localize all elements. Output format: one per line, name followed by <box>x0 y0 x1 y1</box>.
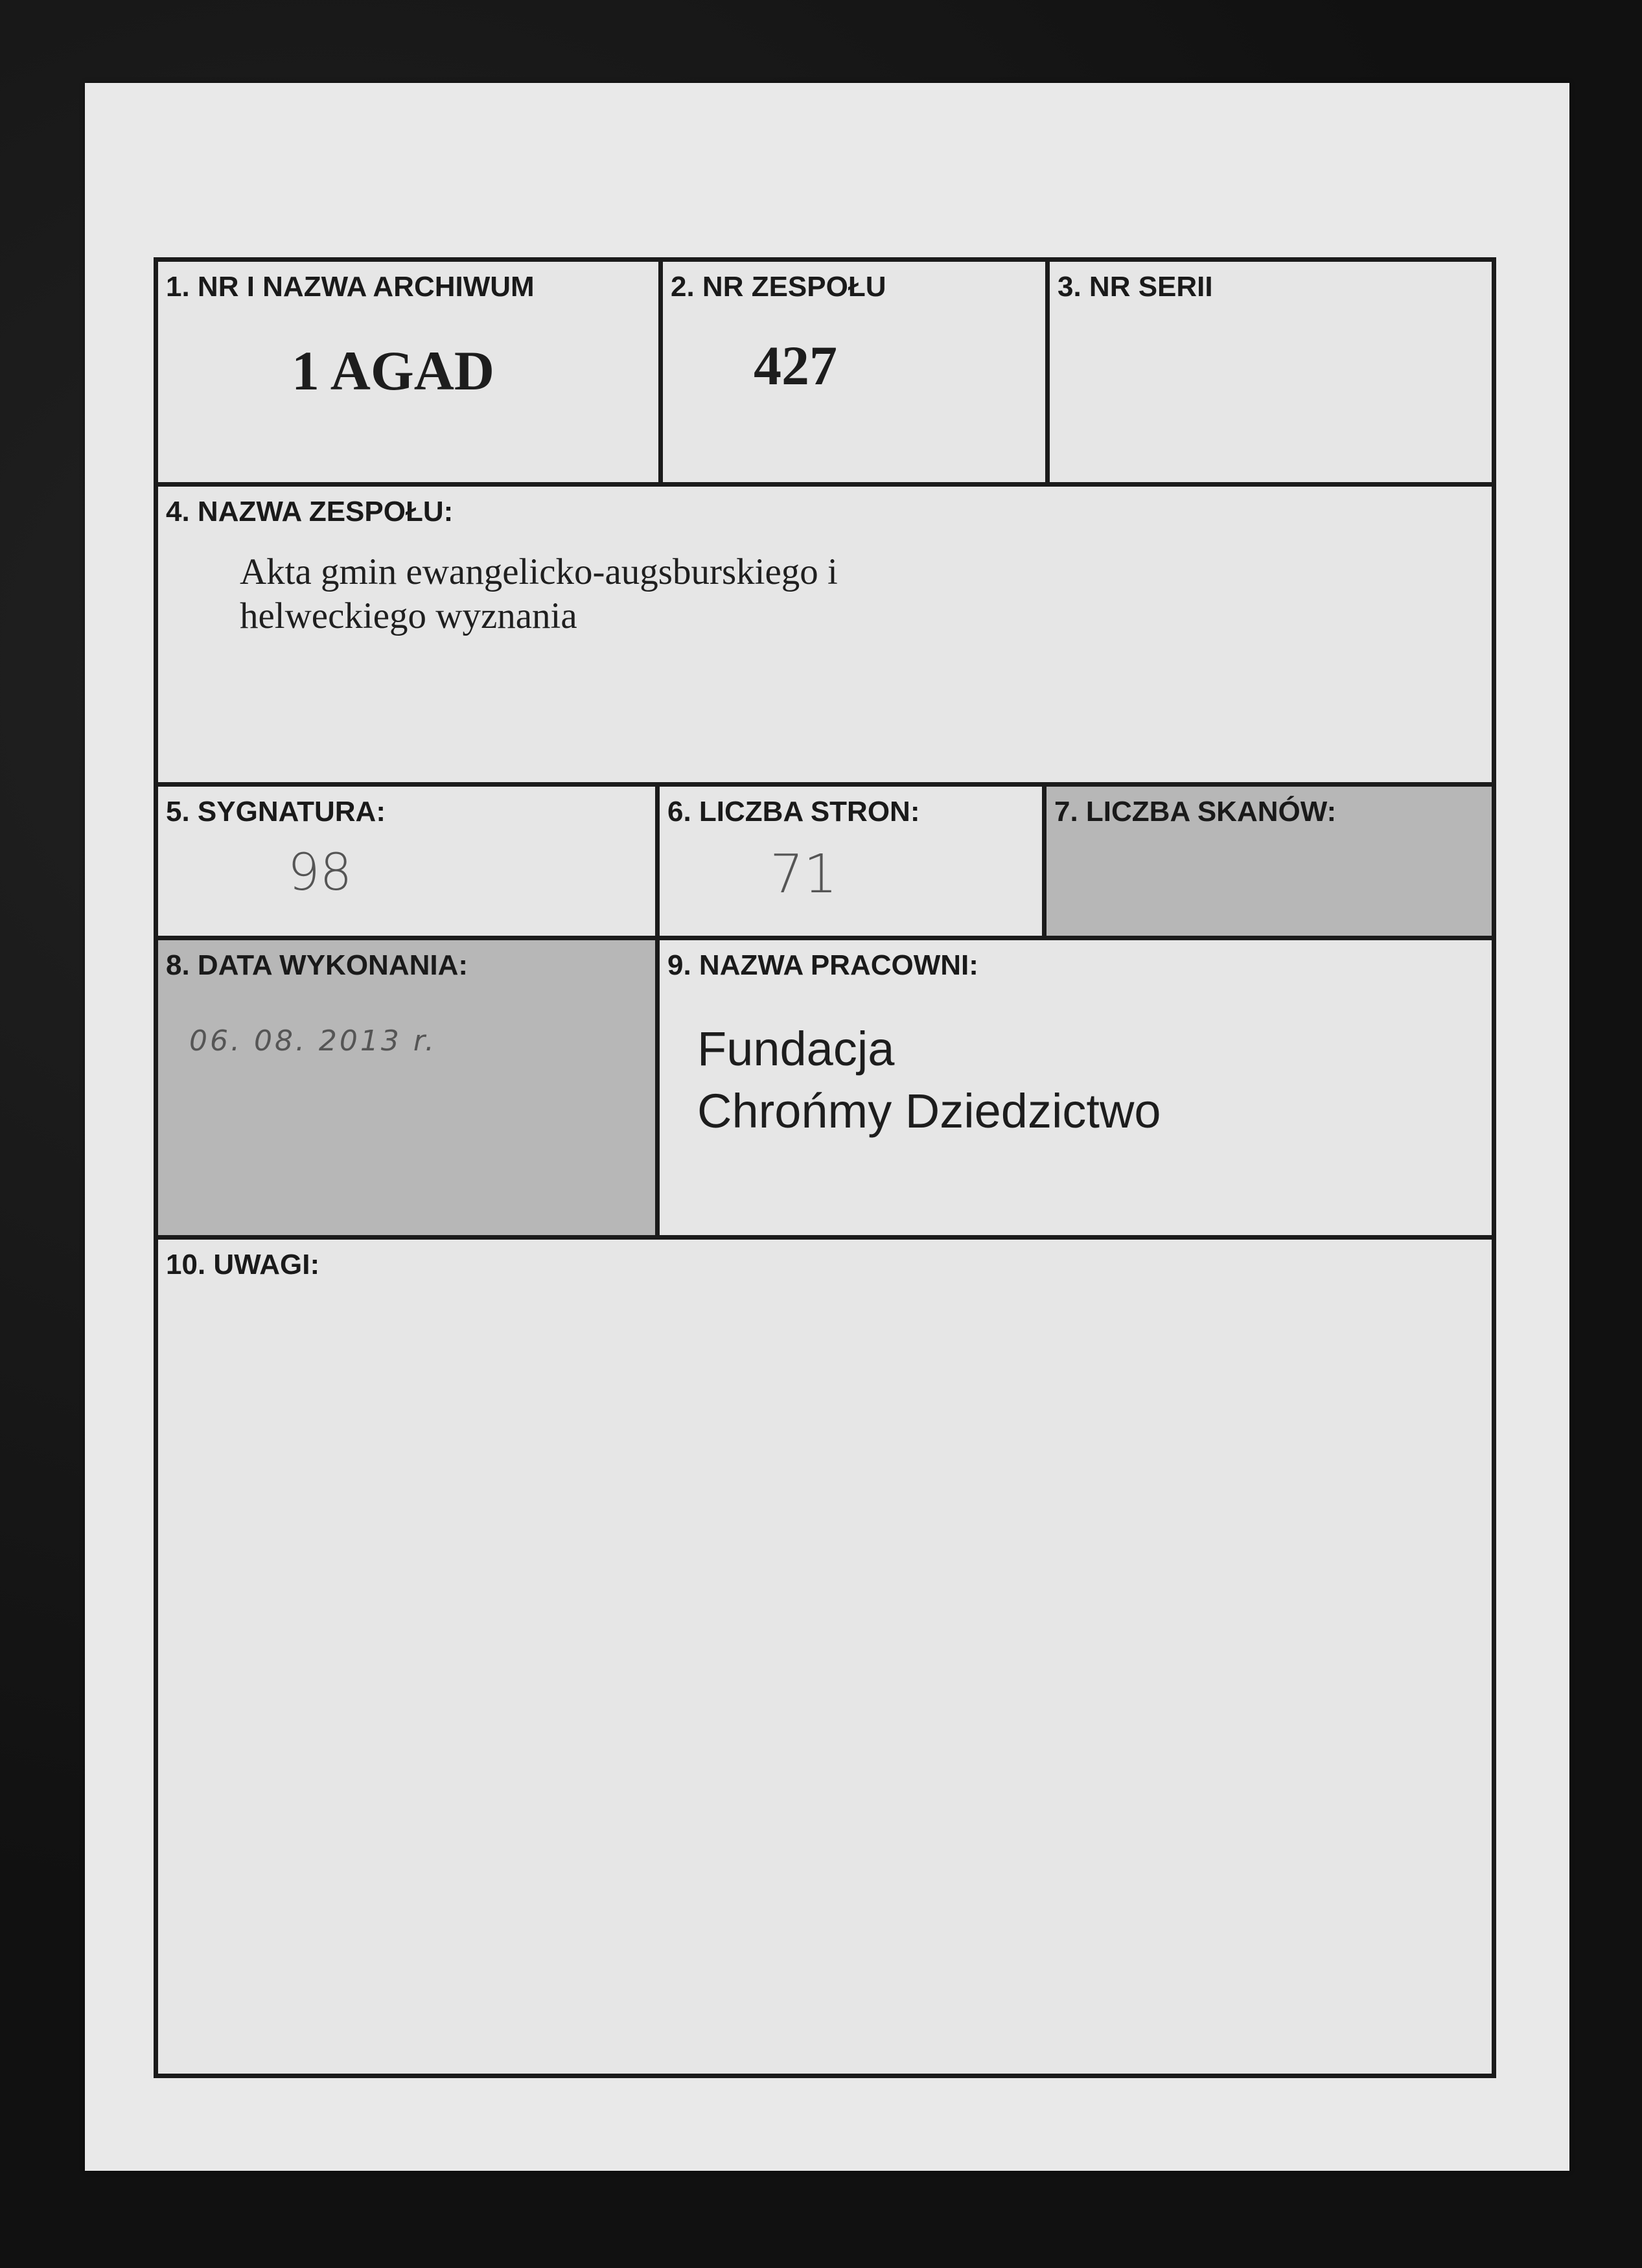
field-date-value: 06. 08. 2013 r. <box>189 1024 437 1058</box>
field-signature-value: 98 <box>288 844 353 902</box>
field-fonds-name-label: 4. NAZWA ZESPOŁU: <box>166 496 454 527</box>
field-date-label: 8. DATA WYKONANIA: <box>166 949 468 981</box>
field-page-count-value: 71 <box>770 844 838 905</box>
field-page-count-label: 6. LICZBA STRON: <box>667 796 920 827</box>
field-workshop-label: 9. NAZWA PRACOWNI: <box>667 949 978 981</box>
field-series <box>1050 262 1492 482</box>
field-archive <box>158 262 658 482</box>
archive-form <box>154 257 1496 2078</box>
field-fonds-name-line2: helweckiego wyznania <box>240 596 577 636</box>
field-archive-value: 1 AGAD <box>292 340 494 402</box>
divider-r1-b <box>1045 262 1050 482</box>
divider-row1 <box>158 482 1492 487</box>
paper-sheet <box>85 83 1569 2171</box>
divider-r1-a <box>658 262 663 482</box>
field-remarks <box>158 1240 1492 2074</box>
divider-r3-a <box>655 787 660 936</box>
field-fonds-number-label: 2. NR ZESPOŁU <box>671 271 886 303</box>
divider-row2 <box>158 782 1492 787</box>
divider-r4-a <box>655 940 660 1235</box>
field-date <box>158 940 655 1235</box>
field-remarks-label: 10. UWAGI: <box>166 1249 320 1280</box>
field-signature <box>158 787 655 936</box>
field-fonds-name-value <box>240 550 838 638</box>
field-scan-count-label: 7. LICZBA SKANÓW: <box>1054 796 1337 827</box>
field-workshop-line1: Fundacja <box>697 1022 895 1076</box>
divider-row4 <box>158 1235 1492 1240</box>
field-workshop <box>660 940 1492 1235</box>
field-fonds-name <box>158 487 1492 782</box>
field-scan-count <box>1046 787 1492 936</box>
field-fonds-number <box>663 262 1045 482</box>
field-page-count <box>660 787 1042 936</box>
divider-row3 <box>158 936 1492 940</box>
field-workshop-line2: Chrońmy Dziedzictwo <box>697 1084 1161 1138</box>
field-fonds-number-value: 427 <box>754 334 837 397</box>
field-fonds-name-line1: Akta gmin ewangelicko-augsburskiego i <box>240 551 838 592</box>
field-workshop-value <box>697 1018 1161 1142</box>
field-archive-label: 1. NR I NAZWA ARCHIWUM <box>166 271 535 303</box>
field-series-label: 3. NR SERII <box>1058 271 1213 303</box>
field-signature-label: 5. SYGNATURA: <box>166 796 386 827</box>
divider-r3-b <box>1042 787 1046 936</box>
